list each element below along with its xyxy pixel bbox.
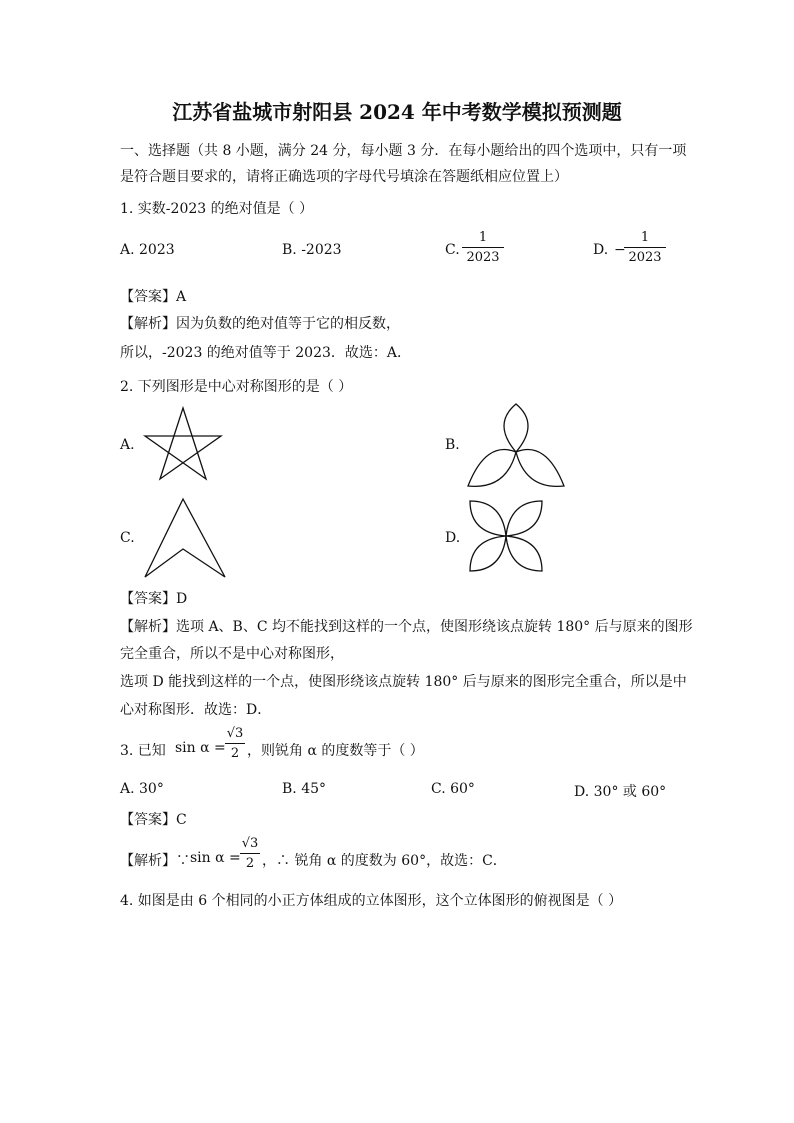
q2-option-b-label: B. <box>445 437 460 453</box>
q1-option-c-label: C. <box>445 242 460 258</box>
q3-option-a: A. 30° <box>120 781 164 797</box>
q3-fraction-denominator: 2 <box>230 746 240 761</box>
q2-option-b-three-petal-figure <box>466 400 566 490</box>
q2-answer: 【答案】D <box>120 591 188 607</box>
q3-fraction-numerator: √3 <box>226 726 244 741</box>
q1-option-d-label: D. <box>593 242 609 258</box>
q3-analysis-sin-expression: sin α = <box>190 850 241 866</box>
q3-analysis-prefix: 【解析】∵ <box>120 853 190 869</box>
q1-answer: 【答案】A <box>120 289 187 305</box>
q1-option-d-numerator: 1 <box>640 230 650 245</box>
page-title: 江苏省盐城市射阳县 2024 年中考数学模拟预测题 <box>172 100 622 124</box>
q3-option-c: C. 60° <box>431 781 475 797</box>
q2-option-d-label: D. <box>445 530 461 546</box>
q3-sin-expression: sin α = <box>175 740 226 756</box>
q4-stem: 4. 如图是由 6 个相同的小正方体组成的立体图形，这个立体图形的俯视图是（ ） <box>120 893 623 909</box>
q2-analysis-line2: 完全重合，所以不是中心对称图形， <box>120 646 344 662</box>
q3-analysis-fraction-denominator: 2 <box>245 856 255 871</box>
q3-option-b: B. 45° <box>282 781 327 797</box>
q3-option-d: D. 30° 或 60° <box>574 784 667 800</box>
q3-fraction <box>225 726 245 761</box>
q2-analysis-line3: 选项 D 能找到这样的一个点，使图形绕该点旋转 180° 后与原来的图形完全重合，所以是中 <box>120 674 687 690</box>
section-instructions-line2: 是符合题目要求的，请将正确选项的字母代号填涂在答题纸相应位置上） <box>120 169 568 185</box>
q2-option-a-label: A. <box>120 437 135 453</box>
q3-analysis-fraction-numerator: √3 <box>241 836 259 851</box>
q2-analysis-line4: 心对称图形．故选：D． <box>120 702 272 718</box>
q3-stem-suffix: ，则锐角 α 的度数等于（ ） <box>247 743 424 759</box>
q3-answer: 【答案】C <box>120 812 187 828</box>
q2-option-c-arrowhead-figure <box>143 497 227 579</box>
q1-option-c-numerator: 1 <box>478 230 488 245</box>
q1-option-a: A. 2023 <box>120 242 175 258</box>
q1-option-d-denominator: 2023 <box>628 250 662 265</box>
q3-analysis-suffix: ，∴ 锐角 α 的度数为 60°，故选：C． <box>262 853 507 869</box>
q1-option-c-fraction <box>462 230 504 265</box>
q1-stem: 1. 实数-2023 的绝对值是（ ） <box>120 201 314 217</box>
q3-analysis-fraction <box>240 836 260 871</box>
q2-option-d-four-petal-figure <box>466 497 546 575</box>
q2-analysis-line1: 【解析】选项 A、B、C 均不能找到这样的一个点，使图形绕该点旋转 180° 后与原来的图形 <box>120 619 693 635</box>
q1-analysis-line2: 所以，-2023 的绝对值等于 2023．故选：A． <box>120 345 411 361</box>
q1-option-c-denominator: 2023 <box>466 250 500 265</box>
q1-option-d-sign: − <box>614 242 626 258</box>
q1-option-d-fraction <box>624 230 666 265</box>
section-instructions-line1: 一、选择题（共 8 小题，满分 24 分，每小题 3 分．在每小题给出的四个选项中，只有一项 <box>120 143 687 159</box>
q2-stem: 2. 下列图形是中心对称图形的是（ ） <box>120 379 353 395</box>
q2-option-a-star-figure <box>143 406 223 482</box>
q3-stem-prefix: 3. 已知 <box>120 743 166 759</box>
q1-option-b: B. -2023 <box>282 242 342 258</box>
q2-option-c-label: C. <box>120 530 135 546</box>
q1-analysis-line1: 【解析】因为负数的绝对值等于它的相反数， <box>120 316 400 332</box>
